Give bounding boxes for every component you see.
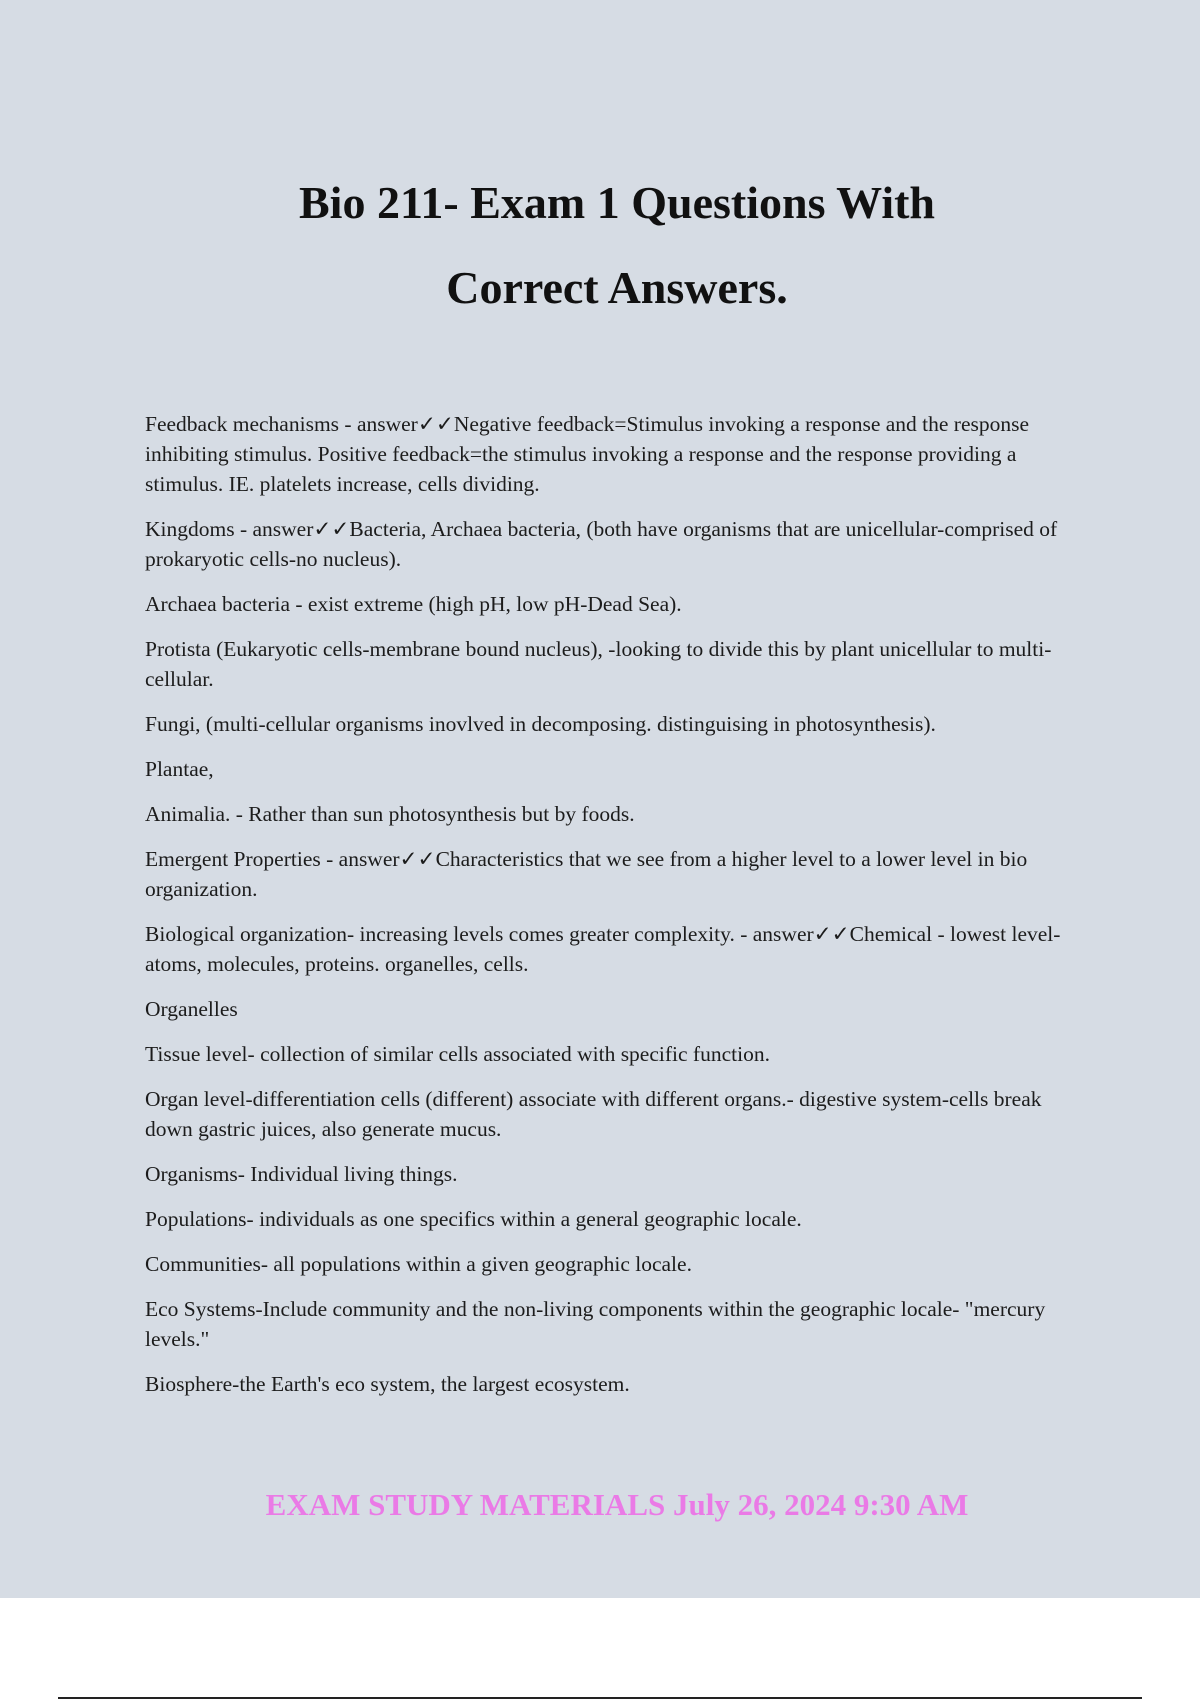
paragraph-protista: Protista (Eukaryotic cells-membrane bound nucleus), -looking to divide this by plant unicellular to multi-cellular.	[145, 637, 1052, 691]
paragraph-animalia: Animalia. - Rather than sun photosynthesis but by foods.	[145, 802, 635, 826]
exam-materials-stamp: EXAM STUDY MATERIALS July 26, 2024 9:30 AM	[265, 1487, 969, 1522]
paragraph-feedback-mechanisms: Feedback mechanisms - answer✓✓Negative feedback=Stimulus invoking a response and the response inhibiting stimulus. Positive feedback=the stimulus invoking a response and the response providing a stimulus. IE. platelets increase, cells dividing.	[145, 412, 1030, 496]
paragraph-archaea-bacteria: Archaea bacteria - exist extreme (high pH, low pH-Dead Sea).	[145, 592, 682, 616]
paragraph-organelles: Organelles	[145, 997, 238, 1021]
paragraph-fungi: Fungi, (multi-cellular organisms inovlved in decomposing. distinguising in photosynthesis).	[145, 712, 936, 736]
paragraph-organ-level: Organ level-differentiation cells (different) associate with different organs.- digestive system-cells break down gastric juices, also generate mucus.	[145, 1087, 1042, 1141]
paragraph-biosphere: Biosphere-the Earth's eco system, the largest ecosystem.	[145, 1372, 630, 1396]
paragraph-emergent-properties: Emergent Properties - answer✓✓Characteristics that we see from a higher level to a lower level in bio organization.	[145, 847, 1028, 901]
paragraph-communities: Communities- all populations within a given geographic locale.	[145, 1252, 692, 1276]
title-line-1: Bio 211- Exam 1 Questions With	[298, 177, 936, 228]
paragraph-populations: Populations- individuals as one specifics within a general geographic locale.	[145, 1207, 802, 1231]
paragraph-tissue-level: Tissue level- collection of similar cells associated with specific function.	[145, 1042, 770, 1066]
paragraph-eco-systems: Eco Systems-Include community and the non-living components within the geographic locale- "mercury levels."	[145, 1297, 1046, 1351]
paragraph-plantae: Plantae,	[145, 757, 214, 781]
paragraph-organisms: Organisms- Individual living things.	[145, 1162, 458, 1186]
title-line-2: Correct Answers.	[446, 262, 788, 313]
document-body	[145, 409, 1080, 1414]
paragraph-kingdoms: Kingdoms - answer✓✓Bacteria, Archaea bacteria, (both have organisms that are unicellular-comprised of prokaryotic cells-no nucleus).	[145, 517, 1058, 571]
paragraph-biological-organization: Biological organization- increasing levels comes greater complexity. - answer✓✓Chemical - lowest level-atoms, molecules, proteins. organelles, cells.	[145, 922, 1061, 976]
bottom-divider	[58, 1697, 1142, 1699]
document-title	[0, 160, 1200, 330]
